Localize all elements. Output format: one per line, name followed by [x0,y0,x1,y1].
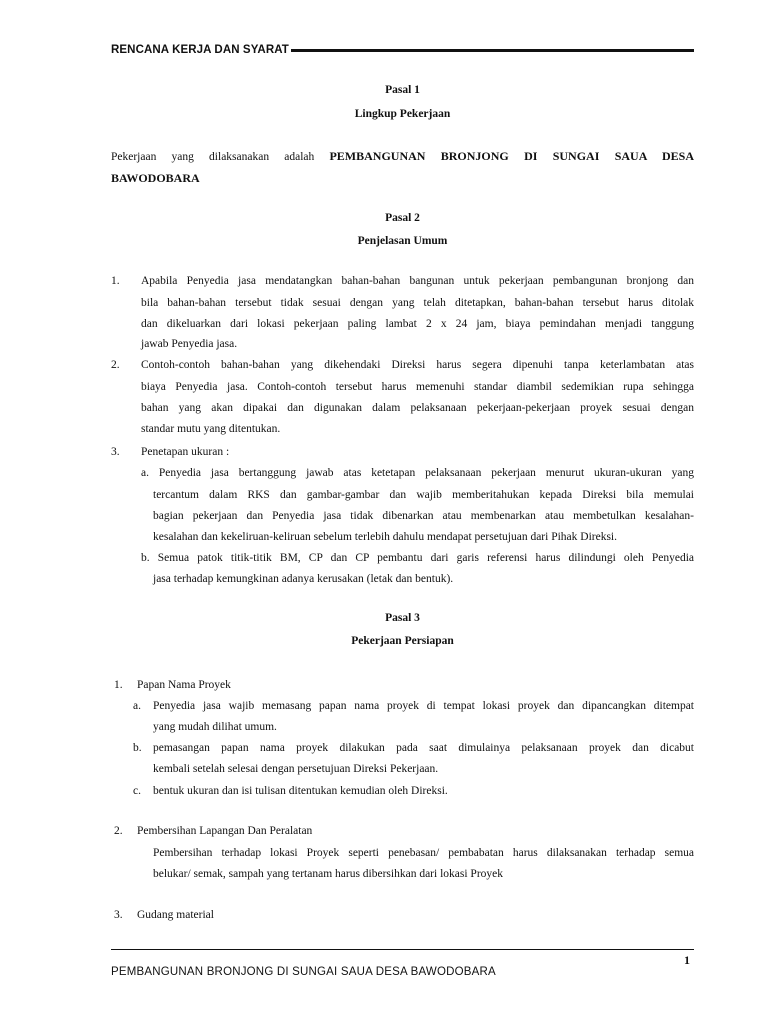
pasal2-item2-line: biaya Penyedia jasa. Contoh-contoh tersebut harus memenuhi standar diambil sedemikian rupa sehingga [141,381,694,393]
pasal2-item2-number: 2. [111,359,120,371]
page-number: 1 [684,953,690,967]
pasal3-title: Pasal 3 [385,612,420,624]
pasal3-item2-line: Pembersihan terhadap lokasi Proyek seperti penebasan/ pembabatan harus dilaksanakan terhadap semua [153,847,694,859]
pasal2-item1-line: bila bahan-bahan tersebut tidak sesuai dengan yang telah ditetapkan, bahan-bahan tersebut harus ditolak [141,297,694,309]
pasal2-item2-line: Contoh-contoh bahan-bahan yang dikehendaki Direksi harus segera dipenuhi tanpa keterlambatan atas [141,359,694,371]
pasal3-item1-c-line: bentuk ukuran dan isi tulisan ditentukan kemudian oleh Direksi. [153,785,448,797]
pasal3-item2-label: Pembersihan Lapangan Dan Peralatan [137,825,313,837]
pasal2-item3-label: Penetapan ukuran : [141,446,230,458]
pasal2-item1-number: 1. [111,275,120,287]
pasal3-item1-label: Papan Nama Proyek [137,679,231,691]
pasal2-item3-a-line: bagian pekerjaan dan Penyedia jasa tidak dibenarkan atau membenarkan atau membetulkan kesalahan- [153,510,694,522]
pasal3-item3-label: Gudang material [137,909,214,921]
pasal3-item2-line: belukar/ semak, sampah yang tertanam harus dibersihkan dari lokasi Proyek [153,868,504,880]
pasal3-item1-b-letter: b. [133,742,142,754]
pasal2-item3-b-line: b. Semua patok titik-titik BM, CP dan CP pembantu dari garis referensi harus dilindungi oleh Penyedia [141,552,694,564]
pasal2-item1-line: jawab Penyedia jasa. [141,338,238,350]
pasal1-intro-line1 [111,146,694,169]
pasal3-item2-number: 2. [114,825,123,837]
pasal2-item3-number: 3. [111,446,120,458]
pasal2-item3-a-line: tercantum dalam RKS dan gambar-gambar dan wajib memberitahukan kepada Direksi bila memulai [153,489,694,501]
pasal2-item3-b-line: jasa terhadap kemungkinan adanya kerusakan (letak dan bentuk). [153,573,454,585]
pasal1-subtitle: Lingkup Pekerjaan [354,108,451,120]
pasal3-subtitle: Pekerjaan Persiapan [351,635,454,647]
pasal3-item1-b-line: pemasangan papan nama proyek dilakukan pada saat dimulainya pelaksanaan proyek dan dicabut [153,742,694,754]
pasal2-item2-line: bahan yang akan dipakai dan digunakan dalam pelaksanaan pekerjaan-pekerjaan proyek sesuai dengan [141,402,694,414]
pasal3-item1-c-letter: c. [133,785,141,797]
pasal1-title: Pasal 1 [385,84,420,96]
pasal1-project-name-line1: PEMBANGUNAN BRONJONG DI SUNGAI SAUA DESA [329,149,695,163]
footer-text: PEMBANGUNAN BRONJONG DI SUNGAI SAUA DESA BAWODOBARA [111,966,496,978]
pasal3-item1-b-line: kembali setelah selesai dengan persetujuan Direksi Pekerjaan. [153,763,439,775]
pasal2-item1-line: dan dikeluarkan dari lokasi pekerjaan paling lambat 2 x 24 jam, biaya pemindahan menjadi tanggung [141,318,694,330]
pasal1-project-name-line2: BAWODOBARA [111,171,200,185]
pasal2-item3-a-line: kesalahan dan kekeliruan-keliruan sebelum terlebih dahulu mendapat persetujuan dari Pihak Direksi. [153,531,617,543]
header-rule [291,49,694,52]
pasal2-subtitle: Penjelasan Umum [357,235,448,247]
pasal2-item3-a-line: a. Penyedia jasa bertanggung jawab atas ketetapan pelaksanaan pekerjaan menurut ukuran-ukuran yang [141,467,694,479]
footer-rule [111,949,694,950]
pasal3-item1-a-line: Penyedia jasa wajib memasang papan nama proyek di tempat lokasi proyek dan dipancangkan ditempat [153,700,694,712]
pasal1-intro-prefix: Pekerjaan yang dilaksanakan adalah [111,151,315,163]
pasal3-item1-a-letter: a. [133,700,141,712]
document-header-title: RENCANA KERJA DAN SYARAT [111,44,289,56]
pasal2-item2-line: standar mutu yang ditentukan. [141,423,281,435]
pasal2-item1-line: Apabila Penyedia jasa mendatangkan bahan-bahan bangunan untuk pekerjaan pembangunan bronjong dan [141,275,694,287]
pasal3-item1-number: 1. [114,679,123,691]
pasal3-item3-number: 3. [114,909,123,921]
pasal2-title: Pasal 2 [385,212,420,224]
pasal3-item1-a-line: yang mudah dilihat umum. [153,721,277,733]
